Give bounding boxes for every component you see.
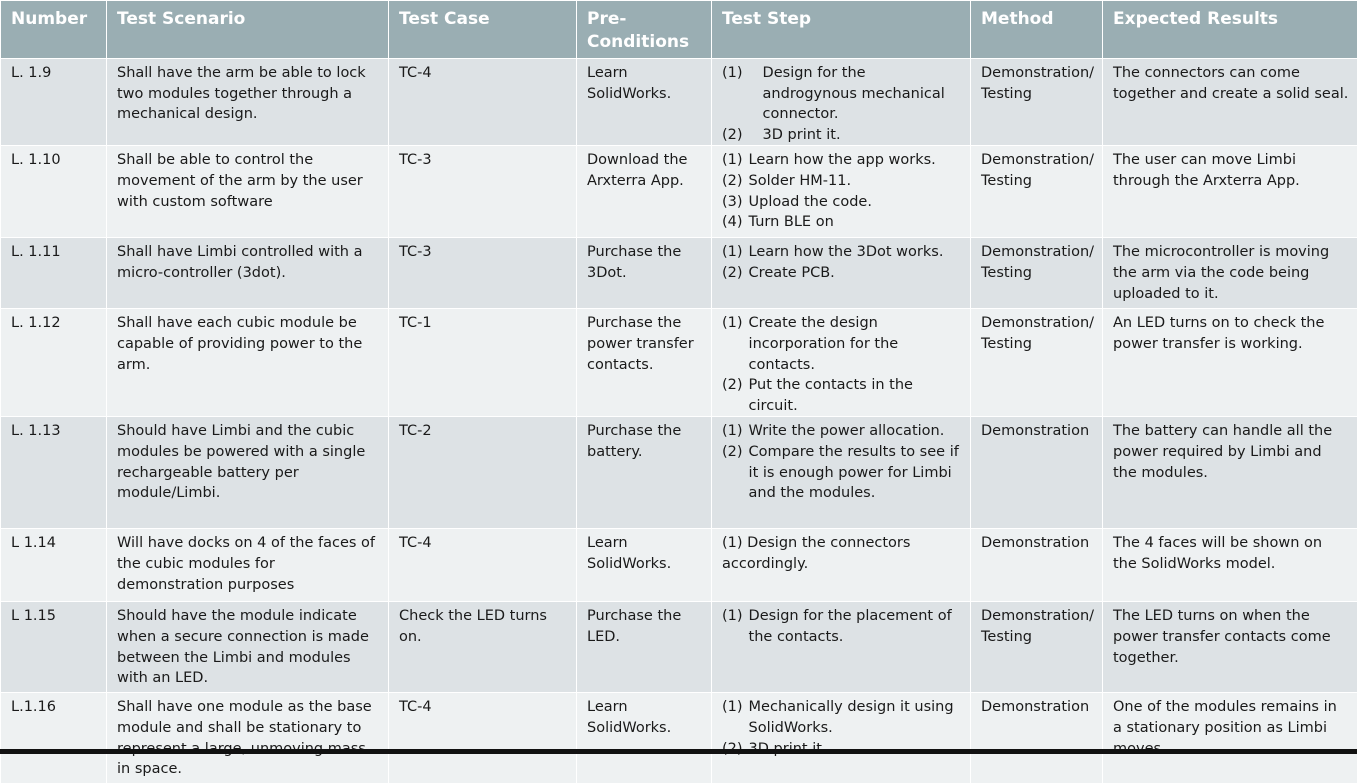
test-step-text: Turn BLE on [743, 212, 962, 233]
header-row [1, 1, 1357, 59]
test-step-number: (2) [722, 375, 743, 416]
cell-test-steps [712, 146, 971, 238]
test-step [722, 150, 962, 171]
cell-test-steps [712, 59, 971, 146]
test-step-list [722, 150, 962, 232]
test-step-number: (1) [722, 313, 743, 375]
cell-test-case: TC-1 [389, 309, 577, 417]
test-step-text: Put the contacts in the circuit. [743, 375, 962, 416]
test-step-number: (1) [722, 150, 743, 171]
test-step-text: Mechanically design it using SolidWorks. [743, 697, 962, 738]
cell-expected-results: An LED turns on to check the power transfer is working. [1103, 309, 1357, 417]
cell-test-scenario: Should have Limbi and the cubic modules be powered with a single rechargeable battery per module/Limbi. [107, 417, 389, 529]
cell-test-steps [712, 602, 971, 693]
cell-test-case: TC-4 [389, 693, 577, 784]
cell-test-case: TC-4 [389, 529, 577, 602]
test-step-text: Solder HM-11. [743, 171, 962, 192]
test-step-list [722, 63, 962, 145]
cell-number: L 1.15 [1, 602, 107, 693]
test-step [722, 421, 962, 442]
cell-test-case: TC-3 [389, 146, 577, 238]
test-step-text: 3D print it. [743, 125, 962, 146]
cell-number: L. 1.9 [1, 59, 107, 146]
test-step-number: (1) [722, 63, 743, 125]
test-step-number: (4) [722, 212, 743, 233]
cell-pre-condition: Learn SolidWorks. [577, 693, 712, 784]
cell-test-scenario: Shall have each cubic module be capable of providing power to the arm. [107, 309, 389, 417]
cell-pre-condition: Learn SolidWorks. [577, 59, 712, 146]
test-step-text: Compare the results to see if it is enough power for Limbi and the modules. [743, 442, 962, 504]
cell-expected-results: The microcontroller is moving the arm via the code being uploaded to it. [1103, 238, 1357, 309]
header-pre-conditions-line1: Pre- [587, 9, 626, 29]
cell-method: Demonstration/ Testing [971, 238, 1103, 309]
cell-pre-condition: Purchase the LED. [577, 602, 712, 693]
cell-method: Demonstration [971, 529, 1103, 602]
cell-number: L. 1.10 [1, 146, 107, 238]
cell-test-scenario: Should have the module indicate when a secure connection is made between the Limbi and modules with an LED. [107, 602, 389, 693]
table-row [1, 529, 1357, 602]
test-step [722, 63, 962, 125]
cell-test-scenario: Shall have Limbi controlled with a micro-controller (3dot). [107, 238, 389, 309]
cell-test-case: TC-3 [389, 238, 577, 309]
test-step-text: Upload the code. [743, 192, 962, 213]
cell-method: Demonstration/ Testing [971, 146, 1103, 238]
test-step-list [722, 421, 962, 503]
cell-number: L. 1.11 [1, 238, 107, 309]
test-step-number: (1) [722, 606, 743, 647]
header-test-step: Test Step [712, 1, 971, 59]
table-row [1, 238, 1357, 309]
test-step-text: Create PCB. [743, 263, 962, 284]
cell-expected-results: The user can move Limbi through the Arxterra App. [1103, 146, 1357, 238]
test-step [722, 263, 962, 284]
cell-pre-condition: Purchase the 3Dot. [577, 238, 712, 309]
cell-pre-condition: Purchase the battery. [577, 417, 712, 529]
test-step-number: (2) [722, 442, 743, 504]
cell-expected-results: The battery can handle all the power required by Limbi and the modules. [1103, 417, 1357, 529]
cell-test-steps: (1) Design the connectors accordingly. [712, 529, 971, 602]
cell-test-steps [712, 693, 971, 784]
test-step-text: Learn how the 3Dot works. [743, 242, 962, 263]
cell-test-case: TC-4 [389, 59, 577, 146]
test-step-number: (2) [722, 263, 743, 284]
bottom-border-rule [0, 749, 1357, 754]
test-step-list [722, 313, 962, 416]
cell-test-steps [712, 309, 971, 417]
cell-number: L. 1.13 [1, 417, 107, 529]
cell-expected-results: One of the modules remains in a stationary position as Limbi [1103, 693, 1357, 784]
test-step-text: Create the design incorporation for the contacts. [743, 313, 962, 375]
cell-test-scenario: Shall have one module as the base module and shall be stationary to in space. [107, 693, 389, 784]
header-pre-conditions-line2: Conditions [587, 32, 689, 52]
test-step-number: (1) [722, 697, 743, 738]
cell-method: Demonstration/ Testing [971, 309, 1103, 417]
test-step [722, 212, 962, 233]
header-number: Number [1, 1, 107, 59]
cell-test-steps [712, 238, 971, 309]
table-row [1, 146, 1357, 238]
table-row [1, 309, 1357, 417]
test-step-list [722, 606, 962, 647]
test-step-number: (1) [722, 421, 743, 442]
cell-expected-results: The connectors can come together and create a solid seal. [1103, 59, 1357, 146]
test-step-number: (3) [722, 192, 743, 213]
test-step-number: (2) [722, 171, 743, 192]
cell-test-case: TC-2 [389, 417, 577, 529]
header-expected-results: Expected Results [1103, 1, 1357, 59]
cell-pre-condition: Download the Arxterra App. [577, 146, 712, 238]
cell-pre-condition: Purchase the power transfer contacts. [577, 309, 712, 417]
test-step [722, 171, 962, 192]
cell-method: Demonstration [971, 693, 1103, 784]
cell-test-scenario: Shall have the arm be able to lock two modules together through a mechanical design. [107, 59, 389, 146]
test-step [722, 242, 962, 263]
table-row [1, 602, 1357, 693]
header-test-case: Test Case [389, 1, 577, 59]
header-pre-conditions [577, 1, 712, 59]
test-step [722, 192, 962, 213]
cell-method: Demonstration/ Testing [971, 602, 1103, 693]
table-row [1, 417, 1357, 529]
header-method: Method [971, 1, 1103, 59]
test-step [722, 697, 962, 738]
header-test-scenario: Test Scenario [107, 1, 389, 59]
cell-method: Demonstration [971, 417, 1103, 529]
test-step-text: Design for the placement of the contacts. [743, 606, 962, 647]
test-step-text: Write the power allocation. [743, 421, 962, 442]
test-step-text: Learn how the app works. [743, 150, 962, 171]
cell-pre-condition: Learn SolidWorks. [577, 529, 712, 602]
test-step [722, 606, 962, 647]
cell-test-scenario: Will have docks on 4 of the faces of the cubic modules for demonstration purposes [107, 529, 389, 602]
cell-number: L. 1.12 [1, 309, 107, 417]
table-row [1, 693, 1357, 784]
table-row [1, 59, 1357, 146]
cell-test-scenario: Shall be able to control the movement of the arm by the user with custom software [107, 146, 389, 238]
test-step-number: (1) [722, 242, 743, 263]
cell-test-case: Check the LED turns on. [389, 602, 577, 693]
test-step-text: Design for the androgynous mechanical connector. [743, 63, 962, 125]
cell-method: Demonstration/ Testing [971, 59, 1103, 146]
test-step-list [722, 242, 962, 283]
test-step-number: (2) [722, 125, 743, 146]
test-step [722, 375, 962, 416]
test-step [722, 442, 962, 504]
test-step [722, 313, 962, 375]
cell-expected-results: The LED turns on when the power transfer contacts come together. [1103, 602, 1357, 693]
cell-expected-results: The 4 faces will be shown on the SolidWorks model. [1103, 529, 1357, 602]
cell-number: L.1.16 [1, 693, 107, 784]
cell-number: L 1.14 [1, 529, 107, 602]
cell-test-steps [712, 417, 971, 529]
test-step [722, 125, 962, 146]
